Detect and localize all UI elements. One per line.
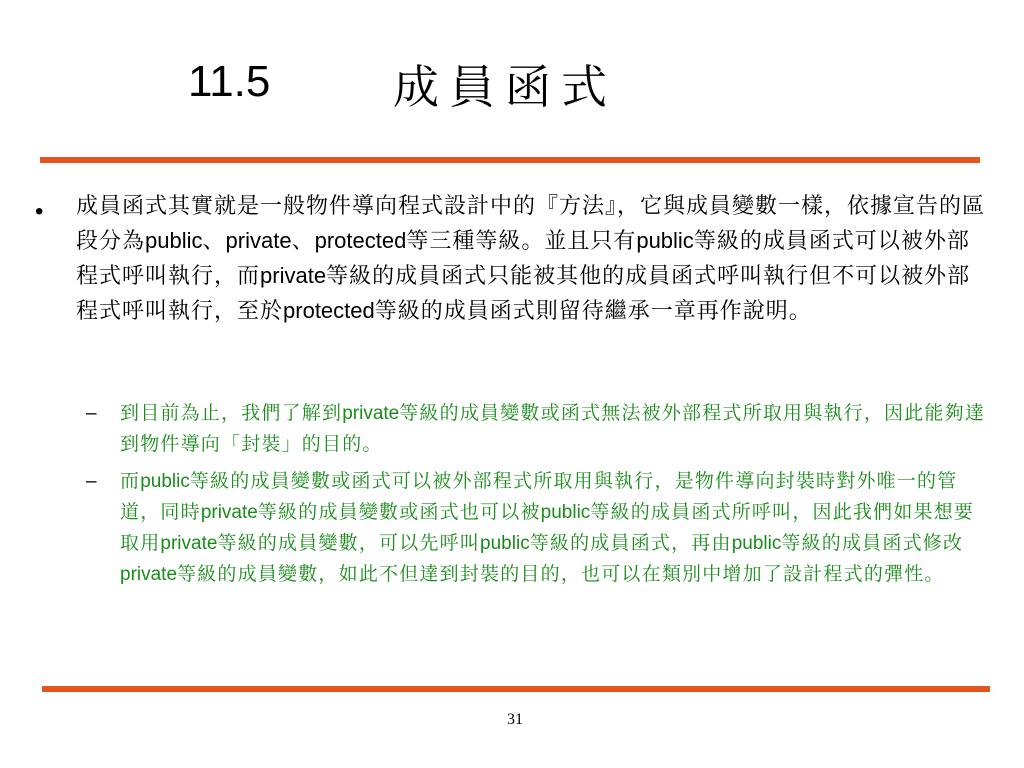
keyword-private: private	[120, 564, 178, 585]
page-number: 31	[507, 711, 523, 728]
text-segment: 到目前為止，我們了解到	[120, 402, 343, 424]
top-divider	[40, 157, 980, 163]
title-number: 11.5	[188, 57, 271, 106]
keyword-public: public	[731, 533, 782, 554]
text-segment: 等級的成員函式所呼叫，因此我們如果想要取用	[120, 501, 975, 554]
text-segment: 等級的成員函式只能被其他的成員函式呼叫執行但不可以被外部程式呼叫執行，至於	[76, 264, 971, 324]
main-bullet-text	[76, 190, 986, 329]
text-segment: 等級的成員變數，可以先呼叫	[217, 532, 481, 554]
text-segment: 、	[202, 229, 226, 254]
keyword-private: private	[225, 228, 292, 253]
keyword-protected: protected	[283, 298, 375, 323]
keyword-private: private	[342, 403, 400, 424]
text-segment: 成員函式其實就是一般物件導向程式設計中的『方法』，它與成員變數一樣，依據宣告的區段分為	[76, 194, 986, 254]
keyword-public: public	[480, 533, 530, 554]
keyword-public: public	[540, 502, 591, 523]
keyword-private: private	[200, 502, 258, 523]
sub-bullet-item	[86, 398, 986, 460]
keyword-public: public	[140, 471, 190, 492]
sub-bullet-item	[86, 466, 986, 590]
title-text: 成員函式	[393, 60, 617, 114]
sub-bullet-marker: –	[86, 471, 98, 492]
text-segment: 等級的成員函式修改	[781, 532, 964, 554]
keyword-private: private	[160, 533, 218, 554]
main-bullet-marker: •	[35, 198, 44, 225]
text-segment: 等級的成員變數或函式無法被外部程式所取用與執行，因此能夠達到物件導向「封裝」的目的。	[120, 402, 986, 455]
text-segment: 、	[291, 229, 315, 254]
keyword-private: private	[260, 263, 327, 288]
text-segment: 而	[120, 470, 141, 492]
keyword-public: public	[145, 228, 203, 253]
text-segment: 等級的成員變數或函式可以被外部程式所取用與執行，是物件導向封裝時對外唯一的管道，同時	[120, 470, 958, 523]
text-segment: 等級的成員函式可以被外部程式呼叫執行，而	[76, 229, 970, 289]
text-segment: 等三種等級。並且只有	[406, 229, 637, 254]
text-segment: 等級的成員變數，如此不但達到封裝的目的，也可以在類別中增加了設計程式的彈性。	[177, 563, 945, 585]
text-segment: 等級的成員函式，再由	[529, 532, 732, 554]
keyword-protected: protected	[314, 228, 407, 253]
sub-bullet-marker: –	[86, 403, 98, 424]
keyword-public: public	[636, 228, 694, 253]
text-segment: 等級的成員函式則留待繼承一章再作說明。	[374, 299, 812, 324]
bottom-divider	[42, 686, 990, 692]
sub-bullet-list	[86, 398, 986, 596]
text-segment: 等級的成員變數或函式也可以被	[257, 501, 541, 523]
